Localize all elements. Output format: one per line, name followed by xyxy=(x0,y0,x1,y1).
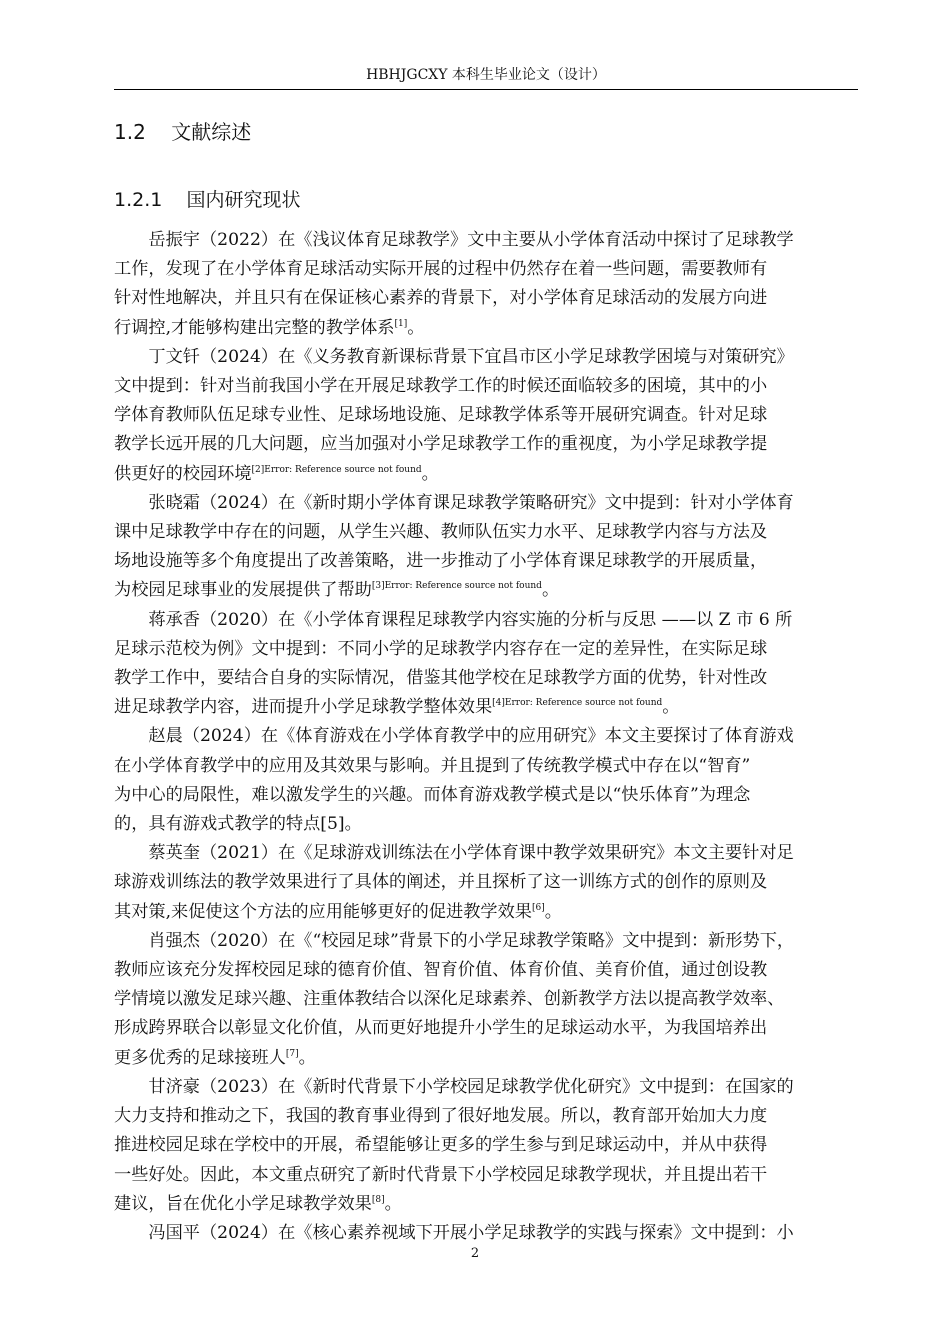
citation: [7] xyxy=(285,1048,299,1059)
section-heading: 1.2 文献综述 xyxy=(114,120,252,144)
subsection-heading: 1.2.1 国内研究现状 xyxy=(114,189,301,211)
paragraph: 张晓霜（2024）在《新时期小学体育课足球教学策略研究》文中提到：针对小学体育 课中足球教学中存在的问题，从学生兴趣、教师队伍实力水平、足球教学内容与方法及 场地设施等多个角度提出了改善策略，进一步推动了小学体育课足球教学的开展质量， 为校园足球事业的发展提供了帮助$^{[3]Error: Reference source not found}$。 xyxy=(114,492,794,601)
citation: [1] xyxy=(394,318,408,329)
paragraph: 丁文钎（2024）在《义务教育新课标背景下宜昌市区小学足球教学困境与对策研究》 文中提到：针对当前我国小学在开展足球教学工作的时候还面临较多的困境，其中的小 学体育教师队伍足球专业性、足球场地设施、足球教学体系等开展研究调查。针对足球 教学长远开展的几大问题，应当加强对小学足球教学工作的重视度，为小学足球教学提 供更好的校园环境$^{[2]Error: Reference source not found}$。 xyxy=(114,346,794,484)
citation: [2]Error: Reference source not found xyxy=(251,464,422,475)
paragraph: 肖强杰（2020）在《“校园足球”背景下的小学足球教学策略》文中提到：新形势下， 教师应该充分发挥校园足球的德育价值、智育价值、体育价值、美育价值，通过创设教 学情境以激发足球兴趣、注重体教结合以深化足球素养、创新教学方法以提高教学效率、 形成跨界联合以彰显文化价值，从而更好地提升小学生的足球运动水平，为我国培养出 更多优秀的足球接班人[7]。 xyxy=(114,930,795,1068)
citation: [6] xyxy=(531,902,545,913)
citation: [8] xyxy=(371,1194,385,1205)
paragraph: 甘济豪（2023）在《新时代背景下小学校园足球教学优化研究》文中提到：在国家的 大力支持和推动之下，我国的教育事业得到了很好地发展。所以，教育部开始加大力度 推进校园足球在学校中的开展，希望能够让更多的学生参与到足球运动中，并从中获得 一些好处。因此，本文重点研究了新时代背景下小学校园足球教学现状，并且提出若干 建议，旨在优化小学足球教学效果[8]。 xyxy=(114,1076,794,1214)
body-text xyxy=(114,226,860,1248)
paragraph: 冯国平（2024）在《核心素养视域下开展小学足球教学的实践与探索》文中提到：小 xyxy=(148,1222,794,1243)
citation: [3]Error: Reference source not found xyxy=(371,581,542,592)
page-number: 2 xyxy=(470,1246,480,1261)
paragraph: 蒋承香（2020）在《小学体育课程足球教学内容实施的分析与反思 ——以 Z 市 6 所 足球示范校为例》文中提到：不同小学的足球教学内容存在一定的差异性，在实际足球 教学工作中，要结合自身的实际情况，借鉴其他学校在足球教学方面的优势，针对性改 进足球教学内容，进而提升小学足球教学整体效果$^{[4]Error: Reference source not found}$。 xyxy=(114,609,793,718)
citation: [4]Error: Reference source not found xyxy=(492,698,663,709)
page-header: HBHJGCXY 本科生毕业论文（设计） xyxy=(114,64,858,90)
paragraph: 蔡英奎（2021）在《足球游戏训练法在小学体育课中教学效果研究》本文主要针对足 球游戏训练法的教学效果进行了具体的阐述，并且探析了这一训练方式的创作的原则及 其对策,来促使这个方法的应用能够更好的促进教学效果[6]。 xyxy=(114,843,794,922)
paragraph: 赵晨（2024）在《体育游戏在小学体育教学中的应用研究》本文主要探讨了体育游戏 在小学体育教学中的应用及其效果与影响。并且提到了传统教学模式中存在以“智育” 为中心的局限性，难以激发学生的兴趣。而体育游戏教学模式是以“快乐体育”为理念 的，具有游戏式教学的特点[5]。 xyxy=(114,726,794,835)
paragraph: 岳振宇（2022）在《浅议体育足球教学》文中主要从小学体育活动中探讨了足球教学 工作，发现了在小学体育足球活动实际开展的过程中仍然存在着一些问题，需要教师有 针对性地解决，并且只有在保证核心素养的背景下，对小学体育足球活动的发展方向进 行调控,才能够构建出完整的教学体系[1]。 xyxy=(114,230,794,338)
